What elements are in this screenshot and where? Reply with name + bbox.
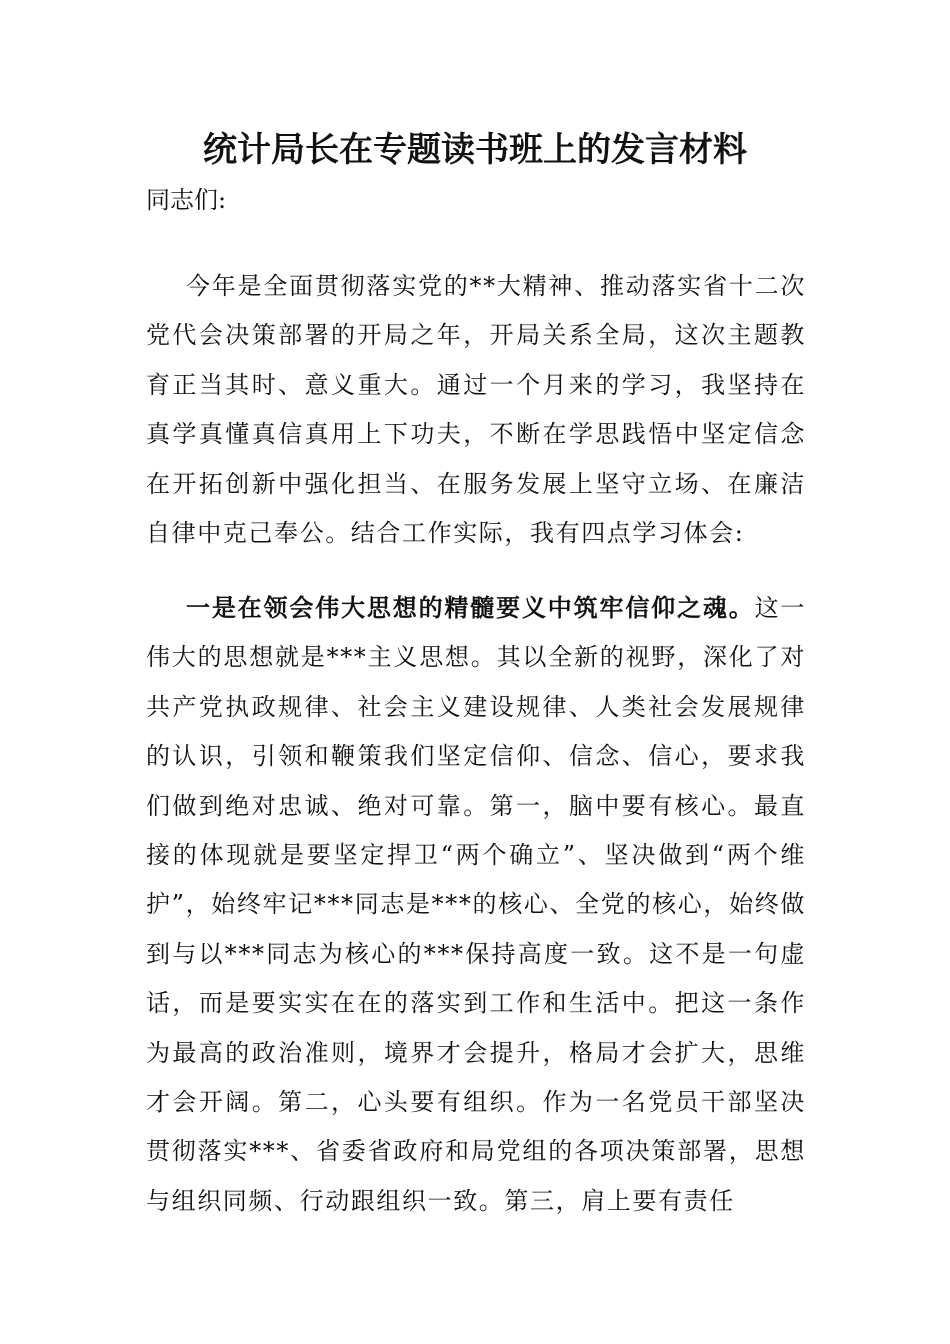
greeting: 同志们: (146, 186, 227, 214)
document-title: 统计局长在专题读书班上的发言材料 (203, 130, 747, 170)
paragraph-point-one (146, 583, 806, 1226)
paragraph-lead-sentence: 一是在领会伟大思想的精髓要义中筑牢信仰之魂。 (186, 593, 755, 622)
paragraph-intro: 今年是全面贯彻落实党的**大精神、推动落实省十二次党代会决策部署的开局之年，开局关系全局，这次主题教育正当其时、意义重大。通过一个月来的学习，我坚持在真学真懂真信真用上下功夫，不断在学思践悟中坚定信念在开拓创新中强化担当、在服务发展上坚守立场、在廉洁自律中克己奉公。结合工作实际，我有四点学习体会: (146, 272, 806, 548)
paragraph-body: 这一伟大的思想就是***主义思想。其以全新的视野，深化了对共产党执政规律、社会主义建设规律、人类社会发展规律的认识，引领和鞭策我们坚定信仰、信念、信心，要求我们做到绝对忠诚、绝对可靠。第一，脑中要有核心。最直接的体现就是要坚定捍卫“两个确立”、坚决做到“两个维护”，始终牢记***同志是***的核心、全党的核心，始终做到与以***同志为核心的***保持高度一致。这不是一句虚话，而是要实实在在的落实到工作和生活中。把这一条作为最高的政治准则，境界才会提升，格局才会扩大，思维才会开阔。第二，心头要有组织。作为一名党员干部坚决贯彻落实***、省委省政府和局党组的各项决策部署，思想与组织同频、行动跟组织一致。第三，肩上要有责任 (146, 594, 807, 1215)
